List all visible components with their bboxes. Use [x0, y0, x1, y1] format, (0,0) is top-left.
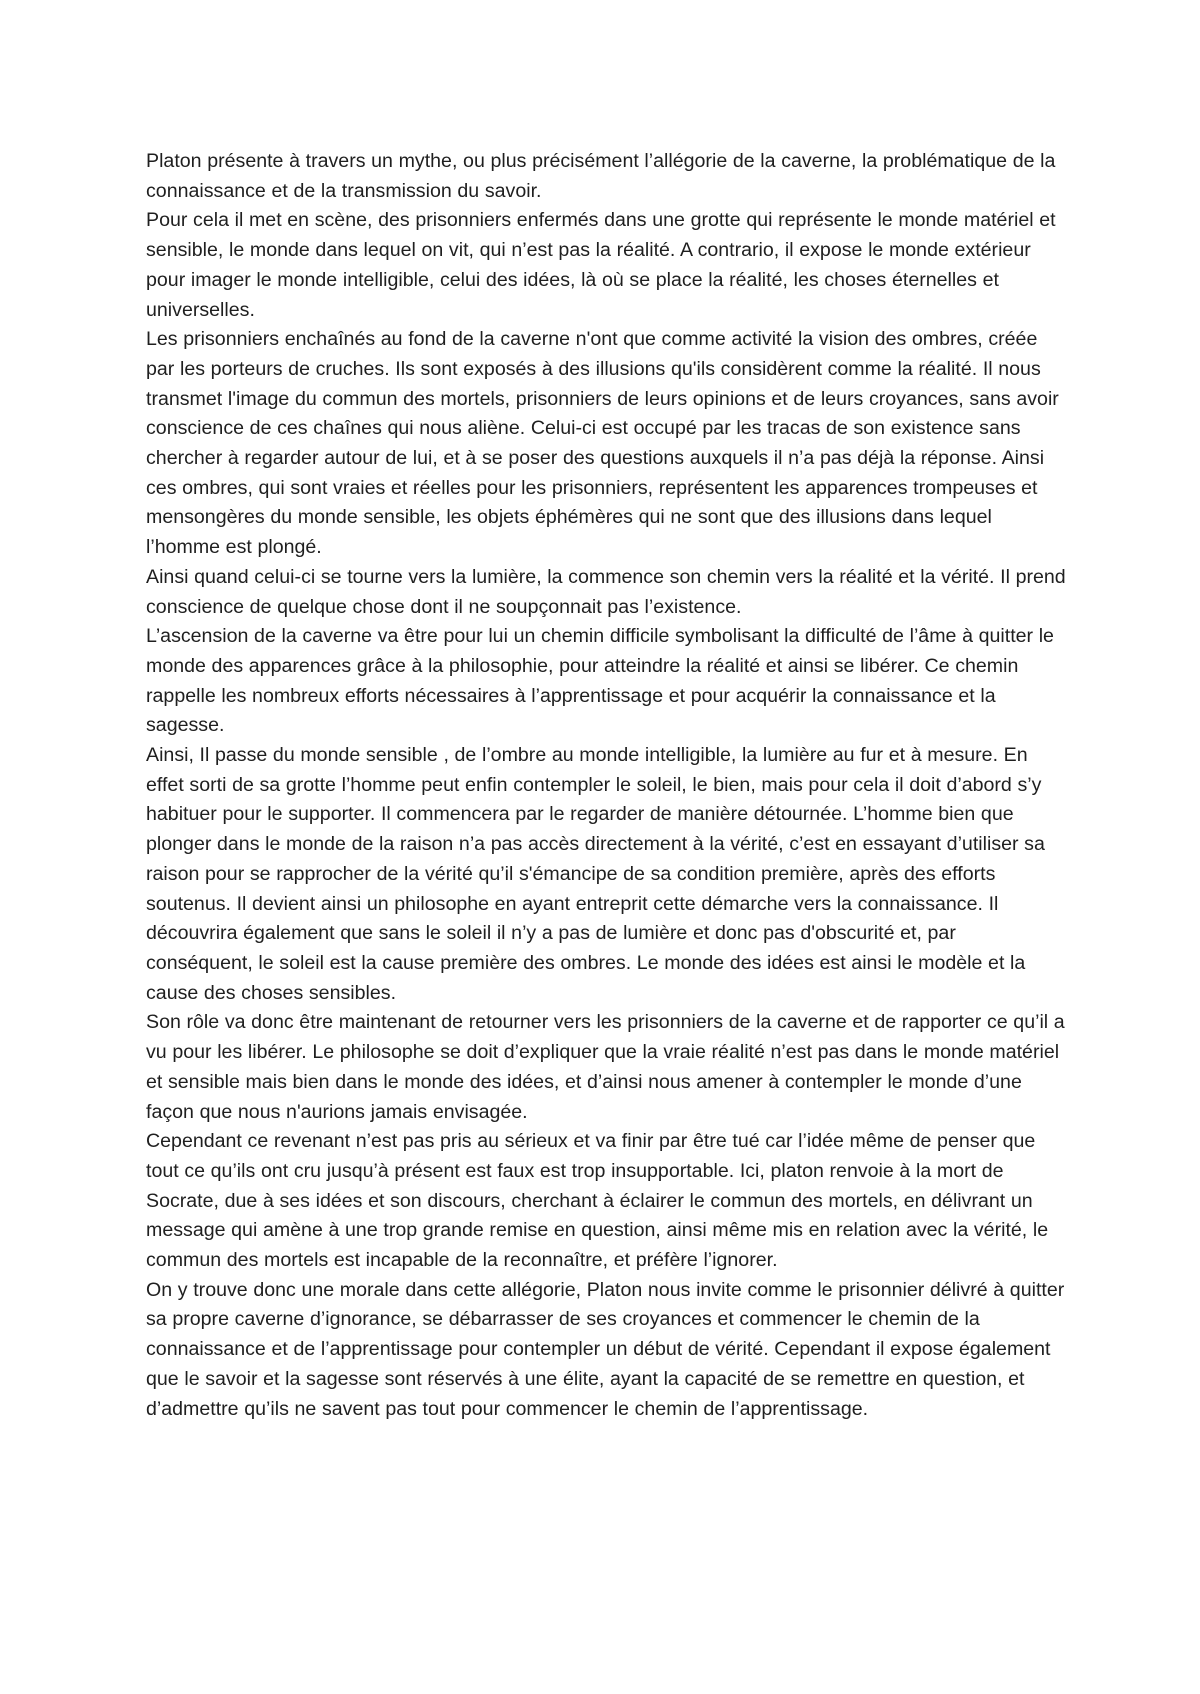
paragraph-1: Platon présente à travers un mythe, ou plus précisément l’allégorie de la caverne, la problématique de la connaissance et de la transmission du savoir.	[146, 150, 1056, 202]
paragraph-6: Ainsi, Il passe du monde sensible , de l’ombre au monde intelligible, la lumière au fur et à mesure. En effet sorti de sa grotte l’homme peut enfin contempler le soleil, le bien, mais pour cela il doit d’abord s’y habituer pour le supporter. Il commencera par le regarder de manière détournée. L’homme bien que plonger dans le monde de la raison n’a pas accès directement à la vérité, c’est en essayant d’utiliser sa raison pour se rapprocher de la vérité qu’il s'émancipe de sa condition première, après des efforts soutenus. Il devient ainsi un philosophe en ayant entreprit cette démarche vers la connaissance. Il découvrira également que sans le soleil il n’y a pas de lumière et donc pas d'obscurité et, par conséquent, le soleil est la cause première des ombres. Le monde des idées est ainsi le modèle et la cause des choses sensibles.	[146, 744, 1045, 1004]
paragraph-8: Cependant ce revenant n’est pas pris au sérieux et va finir par être tué car l’idée même de penser que tout ce qu’ils ont cru jusqu’à présent est faux est trop insupportable. Ici, platon renvoie à la mort de Socrate, due à ses idées et son discours, cherchant à éclairer le commun des mortels, en délivrant un message qui amène à une trop grande remise en question, ainsi même mis en relation avec la vérité, le commun des mortels est incapable de la reconnaître, et préfère l’ignorer.	[146, 1130, 1049, 1272]
paragraph-7: Son rôle va donc être maintenant de retourner vers les prisonniers de la caverne et de rapporter ce qu’il a vu pour les libérer. Le philosophe se doit d’expliquer que la vraie réalité n’est pas dans le monde matériel et sensible mais bien dans le monde des idées, et d’ainsi nous amener à contempler le monde d’une façon que nous n'aurions jamais envisagée.	[146, 1011, 1065, 1123]
paragraph-4: Ainsi quand celui-ci se tourne vers la lumière, la commence son chemin vers la réalité et la vérité. Il prend conscience de quelque chose dont il ne soupçonnait pas l’existence.	[146, 565, 1066, 618]
document-body	[146, 147, 1066, 1424]
paragraph-5: L’ascension de la caverne va être pour lui un chemin difficile symbolisant la difficulté de l’âme à quitter le monde des apparences grâce à la philosophie, pour atteindre la réalité et ainsi se libérer. Ce chemin rappelle les nombreux efforts nécessaires à l’apprentissage et pour acquérir la connaissance et la sagesse.	[146, 625, 1054, 737]
paragraph-3: Les prisonniers enchaînés au fond de la caverne n'ont que comme activité la vision des ombres, créée par les porteurs de cruches. Ils sont exposés à des illusions qu'ils considèrent comme la réalité. Il nous transmet l'image du commun des mortels, prisonniers de leurs opinions et de leurs croyances, sans avoir conscience de ces chaînes qui nous aliène. Celui-ci est occupé par les tracas de son existence sans chercher à regarder autour de lui, et à se poser des questions auxquels il n’a pas déjà la réponse. Ainsi ces ombres, qui sont vraies et réelles pour les prisonniers, représentent les apparences trompeuses et mensongères du monde sensible, les objets éphémères qui ne sont que des illusions dans lequel l’homme est plongé.	[146, 328, 1059, 559]
paragraph-9: On y trouve donc une morale dans cette allégorie, Platon nous invite comme le prisonnier délivré à quitter sa propre caverne d’ignorance, se débarrasser de ses croyances et commencer le chemin de la connaissance et de l’apprentissage pour contempler un début de vérité. Cependant il expose également que le savoir et la sagesse sont réservés à une élite, ayant la capacité de se remettre en question, et d’admettre qu’ils ne savent pas tout pour commencer le chemin de l’apprentissage.	[146, 1278, 1065, 1420]
paragraph-2: Pour cela il met en scène, des prisonniers enfermés dans une grotte qui représente le monde matériel et sensible, le monde dans lequel on vit, qui n’est pas la réalité. A contrario, il expose le monde extérieur pour imager le monde intelligible, celui des idées, là où se place la réalité, les choses éternelles et universelles.	[146, 209, 1056, 321]
